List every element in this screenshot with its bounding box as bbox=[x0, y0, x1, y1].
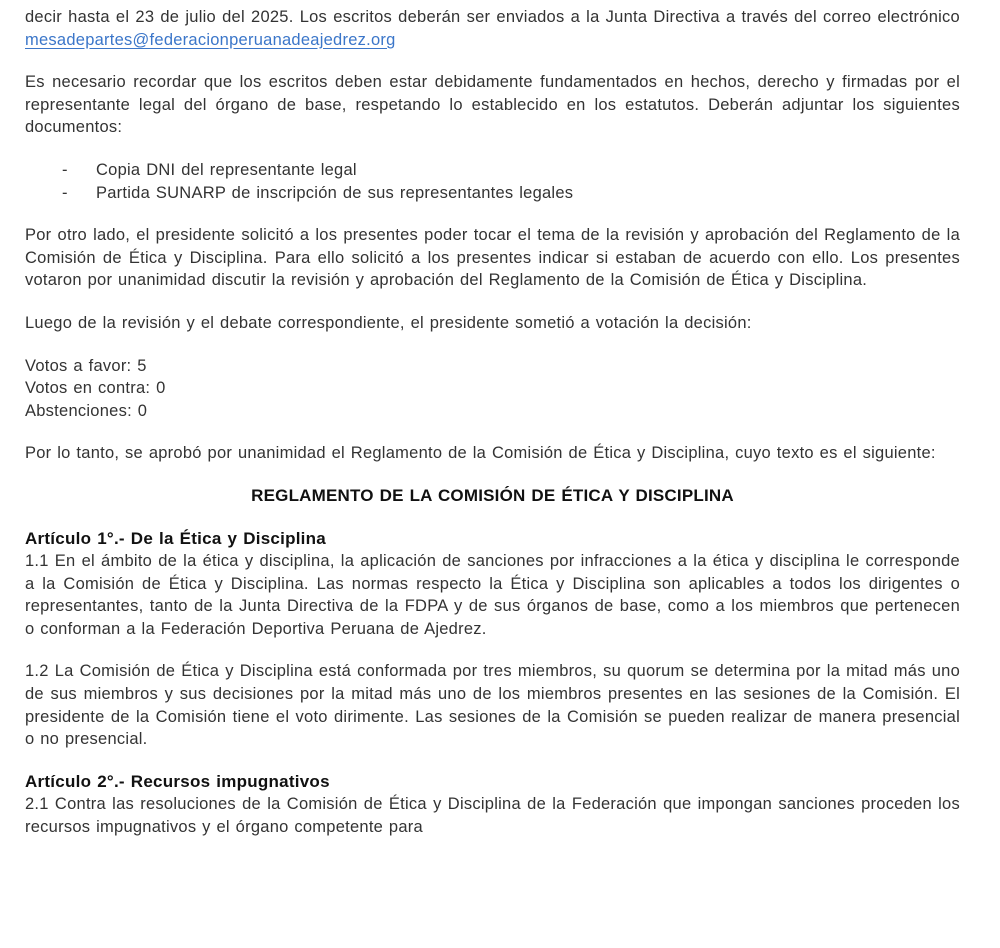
list-item-text: Partida SUNARP de inscripción de sus representantes legales bbox=[96, 183, 574, 202]
votes-abstenciones: Abstenciones: 0 bbox=[25, 401, 148, 420]
list-item bbox=[25, 182, 960, 205]
attachments-list bbox=[25, 159, 960, 204]
article-2-clause-1: 2.1 Contra las resoluciones de la Comisión de Ética y Disciplina de la Federación que impongan sanciones proceden los recursos impugnativos y el órgano competente para bbox=[25, 795, 960, 837]
paragraph-requirements: Es necesario recordar que los escritos deben estar debidamente fundamentados en hechos, derecho y firmadas por el representante legal del órgano de base, respetando lo establecido en los estatutos. Deberán adjuntar los siguientes documentos: bbox=[25, 73, 960, 137]
regulation-title: REGLAMENTO DE LA COMISIÓN DE ÉTICA Y DISCIPLINA bbox=[251, 485, 734, 505]
paragraph-vote-intro: Luego de la revisión y el debate correspondiente, el presidente sometió a votación la decisión: bbox=[25, 313, 752, 332]
article-1-clause-2: 1.2 La Comisión de Ética y Disciplina está conformada por tres miembros, su quorum se determina por la mitad más uno de sus miembros y sus decisiones por la mitad más uno de los miembros presentes en las sesiones de la Comisión. El presidente de la Comisión tiene el voto dirimente. Las sesiones de la Comisión se pueden realizar de manera presencial o no presencial. bbox=[25, 662, 960, 749]
paragraph-deadline bbox=[25, 6, 960, 51]
vote-results bbox=[25, 355, 960, 423]
article-1-clause-1: 1.1 En el ámbito de la ética y disciplina, la aplicación de sanciones por infracciones a la ética y disciplina le corresponde a la Comisión de Ética y Disciplina. Las normas respecto la Ética y Disciplina son aplicables a todos los dirigentes o representantes, tanto de la Junta Directiva de la FDPA y de sus órganos de base, como a los miembros que pertenecen o conforman a la Federación Deportiva Peruana de Ajedrez. bbox=[25, 552, 960, 638]
paragraph-deadline-text: decir hasta el 23 de julio del 2025. Los escritos deberán ser enviados a la Junta Directiva a través del correo electrónico bbox=[25, 8, 960, 26]
votes-contra: Votos en contra: 0 bbox=[25, 379, 166, 398]
list-item bbox=[25, 159, 960, 182]
votes-favor: Votos a favor: 5 bbox=[25, 356, 147, 375]
email-link[interactable]: mesadepartes@federacionperuanadeajedrez.org bbox=[25, 30, 396, 49]
list-item-text: Copia DNI del representante legal bbox=[96, 160, 357, 179]
paragraph-approval: Por lo tanto, se aprobó por unanimidad el Reglamento de la Comisión de Ética y Disciplina, cuyo texto es el siguiente: bbox=[25, 444, 936, 463]
hyphen-bullet: - bbox=[62, 183, 68, 202]
article-1-heading: Artículo 1°.- De la Ética y Disciplina bbox=[25, 528, 326, 548]
hyphen-bullet: - bbox=[62, 160, 68, 179]
article-2-heading: Artículo 2°.- Recursos impugnativos bbox=[25, 771, 330, 791]
paragraph-revision-request: Por otro lado, el presidente solicitó a los presentes poder tocar el tema de la revisión y aprobación del Reglamento de la Comisión de Ética y Disciplina. Para ello solicitó a los presentes indicar si estaban de acuerdo con ello. Los presentes votaron por unanimidad discutir la revisión y aprobación del Reglamento de la Comisión de Ética y Disciplina. bbox=[25, 226, 960, 290]
